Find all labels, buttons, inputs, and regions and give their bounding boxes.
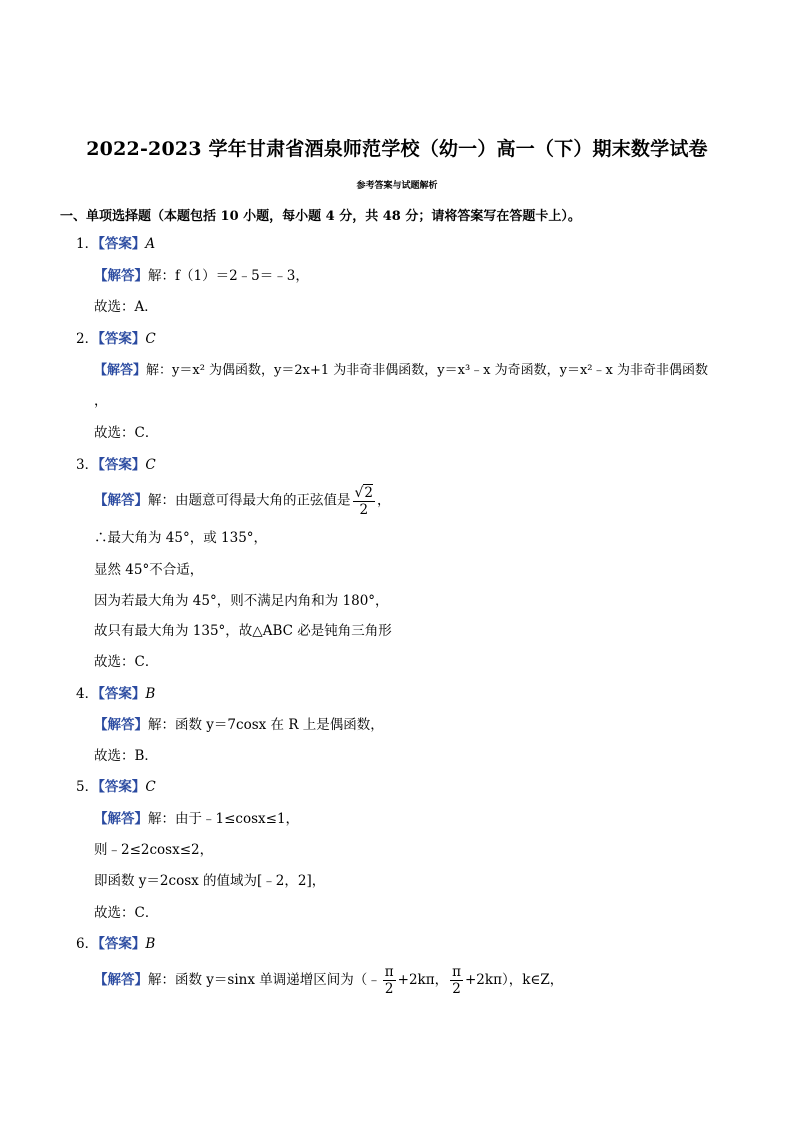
- q3-line-5: 故只有最大角为 135°，故△ABC 必是钝角三角形: [94, 623, 392, 639]
- q4-choose: 故选：B．: [94, 748, 158, 764]
- q5-choose: 故选：C．: [94, 905, 159, 921]
- q3-solution-post: ，: [377, 492, 391, 509]
- q3-sqrt-value: 2: [364, 485, 374, 501]
- q6-answer: B: [145, 936, 156, 952]
- pi-symbol: π: [452, 964, 461, 980]
- answer-label: 【答案】: [98, 236, 146, 252]
- q5-number: 5．: [76, 779, 99, 795]
- q5-line-2: 则﹣2≤2cosx≤2，: [94, 842, 214, 858]
- q3-choose: 故选：C．: [94, 654, 159, 670]
- q5-line-3: 即函数 y＝2cosx 的值域为[﹣2，2]，: [94, 873, 326, 889]
- solution-label: 【解答】: [94, 811, 148, 827]
- q5-answer-line: [76, 778, 156, 796]
- answer-label: 【答案】: [98, 936, 146, 952]
- q6-denominator-2: 2: [452, 981, 461, 997]
- q1-solution-line: [94, 267, 309, 285]
- answer-label: 【答案】: [98, 779, 146, 795]
- q6-answer-line: [76, 935, 155, 953]
- q3-fraction: [353, 484, 376, 518]
- q3-answer: C: [145, 457, 156, 473]
- q3-number: 3．: [76, 457, 99, 473]
- solution-label: 【解答】: [94, 268, 148, 284]
- q2-choose: 故选：C．: [94, 425, 159, 441]
- sqrt-icon: √: [354, 485, 364, 501]
- q6-solution-pre: 解：函数 y＝sinx 单调递增区间为（﹣: [148, 972, 381, 988]
- answer-label: 【答案】: [98, 686, 146, 702]
- q2-number: 2．: [76, 331, 99, 347]
- q3-line-3: 显然 45°不合适，: [94, 562, 204, 578]
- q3-solution-pre: 解：由题意可得最大角的正弦值是: [148, 492, 351, 509]
- q6-solution-mid: +2kπ，: [397, 972, 449, 988]
- solution-label: 【解答】: [94, 363, 147, 378]
- q4-solution: 解：函数 y＝7cosx 在 R 上是偶函数，: [148, 717, 384, 733]
- solution-label: 【解答】: [94, 717, 148, 733]
- q3-solution-line: [94, 484, 391, 518]
- q4-solution-line: [94, 716, 384, 734]
- q1-solution: 解：f（1）＝2﹣5＝﹣3，: [148, 268, 309, 284]
- page-subtitle: 参考答案与试题解析: [356, 181, 438, 191]
- q3-denominator: 2: [359, 502, 369, 518]
- q3-answer-line: [76, 456, 156, 474]
- q5-answer: C: [145, 779, 156, 795]
- q2-solution-line: [94, 362, 708, 380]
- solution-label: 【解答】: [94, 492, 148, 509]
- q6-number: 6．: [76, 936, 99, 952]
- answer-label: 【答案】: [98, 457, 146, 473]
- q1-answer: A: [145, 236, 156, 252]
- solution-label: 【解答】: [94, 972, 148, 988]
- q2-solution-cont: ，: [94, 393, 108, 409]
- q2-answer: C: [145, 331, 156, 347]
- q2-answer-line: [76, 330, 156, 348]
- q6-solution-post: +2kπ），k∈Z，: [464, 972, 564, 988]
- q3-line-2: ∴最大角为 45°，或 135°，: [94, 530, 268, 546]
- q6-denominator-1: 2: [384, 981, 394, 997]
- q1-answer-line: [76, 235, 155, 253]
- q6-fraction-1: [383, 964, 396, 997]
- q4-number: 4．: [76, 686, 99, 702]
- q4-answer-line: [76, 685, 155, 703]
- q5-solution: 解：由于﹣1≤cosx≤1，: [148, 811, 300, 827]
- q4-answer: B: [145, 686, 156, 702]
- q6-fraction-2: [450, 964, 463, 997]
- q6-solution-line: [94, 964, 563, 997]
- answer-label: 【答案】: [98, 331, 146, 347]
- q5-solution-line: [94, 810, 299, 828]
- q1-choose: 故选：A．: [94, 299, 158, 315]
- q3-line-4: 因为若最大角为 45°，则不满足内角和为 180°，: [94, 593, 389, 609]
- pi-symbol: π: [384, 964, 394, 980]
- q1-number: 1．: [76, 236, 99, 252]
- section-heading: 一、单项选择题（本题包括 10 小题，每小题 4 分，共 48 分；请将答案写在答题卡上）。: [60, 209, 581, 224]
- page-title: 2022-2023 学年甘肃省酒泉师范学校（幼一）高一（下）期末数学试卷: [86, 138, 708, 160]
- q2-solution: 解：y＝x² 为偶函数，y＝2x+1 为非奇非偶函数，y＝x³﹣x 为奇函数，y＝x²﹣x 为非奇非偶函数: [146, 363, 708, 378]
